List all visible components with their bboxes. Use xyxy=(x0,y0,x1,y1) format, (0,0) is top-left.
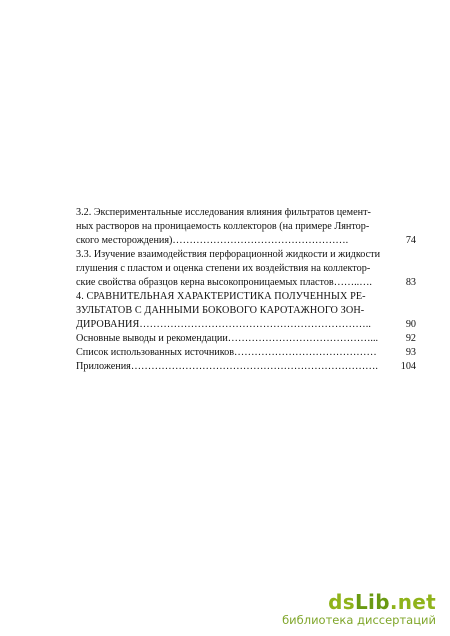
toc-entry-line: ского месторождения)……………………………………………. xyxy=(76,235,349,246)
toc-entry-3-2 xyxy=(76,206,416,248)
toc-entry-line: 3.3. Изучение взаимодействия перфорационной жидкости и жидкости xyxy=(76,249,381,260)
toc-entry-line: Основные выводы и рекомендации……………………………………... xyxy=(76,333,379,344)
watermark-subtitle: библиотека диссертаций xyxy=(282,612,436,627)
toc-page-number: 90 xyxy=(405,319,416,330)
logo-part-net: net xyxy=(397,589,436,614)
toc-entry-conclusions xyxy=(76,332,416,346)
dslib-logo xyxy=(282,589,436,614)
logo-part-ds: ds xyxy=(328,589,355,614)
toc-entry-references xyxy=(76,346,416,360)
toc-entry-appendices xyxy=(76,360,416,374)
toc-page-number: 83 xyxy=(405,277,416,288)
toc-entry-line: ЗУЛЬТАТОВ С ДАННЫМИ БОКОВОГО КАРОТАЖНОГО ЗОН- xyxy=(76,305,365,316)
toc-entry-line: Список использованных источников…………………………………… xyxy=(76,347,377,358)
toc-entry-line: 3.2. Экспериментальные исследования влияния фильтратов цемент- xyxy=(76,207,371,218)
dslib-watermark xyxy=(282,589,436,627)
toc-page-number: 104 xyxy=(400,361,416,372)
toc-entry-line: ские свойства образцов керна высокопроницаемых пластов……..…. xyxy=(76,277,372,288)
toc-entry-chapter-4 xyxy=(76,290,416,332)
logo-part-lib: Lib xyxy=(355,589,390,614)
toc-entry-line: глушения с пластом и оценка степени их воздействия на коллектор- xyxy=(76,263,371,274)
toc-entry-line: Приложения………………………………………………………………. xyxy=(76,361,378,372)
toc-entry-line: 4. СРАВНИТЕЛЬНАЯ ХАРАКТЕРИСТИКА ПОЛУЧЕННЫХ РЕ- xyxy=(76,291,366,302)
toc-entry-3-3 xyxy=(76,248,416,290)
toc-page-number: 92 xyxy=(405,333,416,344)
logo-dot: . xyxy=(389,589,398,614)
toc-page-number: 74 xyxy=(405,235,416,246)
toc-entry-line: ных растворов на проницаемость коллекторов (на примере Лянтор- xyxy=(76,221,370,232)
toc-page-number: 93 xyxy=(405,347,416,358)
table-of-contents xyxy=(76,206,416,374)
toc-entry-line: ДИРОВАНИЯ………………………………………………………….. xyxy=(76,319,371,330)
